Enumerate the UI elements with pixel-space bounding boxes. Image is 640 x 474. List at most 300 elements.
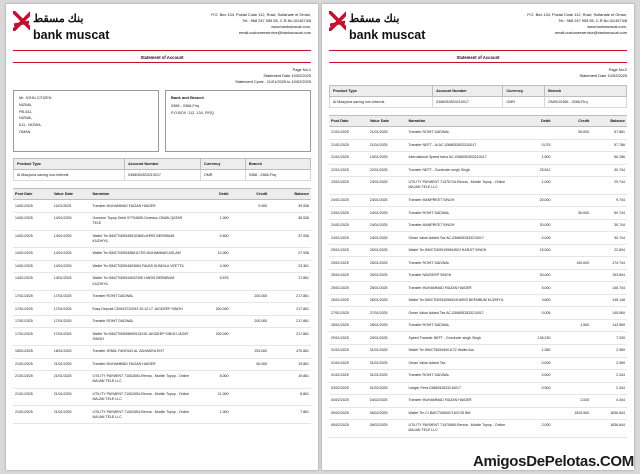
tx-post-date: 25/01/2025 (329, 257, 368, 270)
tx-credit: 1825.500 (552, 407, 591, 420)
tx-narration: Transfer ROHIT DADWAL (406, 207, 513, 220)
tx-value-date: 24/01/2025 (368, 207, 407, 220)
tx-post-date: 14/01/2025 (13, 212, 52, 230)
branch-code: 0368 - 0368-Firq (171, 104, 200, 109)
page2-statement-date: Statement Date 10/02/2025 (579, 72, 627, 78)
tx-value-date: 17/01/2025 (52, 303, 91, 316)
tx-post-date: 03/02/2025 (329, 382, 368, 395)
tx-credit: 200.000 (231, 315, 270, 328)
table-row (13, 200, 311, 213)
tx-post-date: 21/01/2025 (13, 406, 52, 424)
summary-currency-2: OMR (503, 97, 545, 108)
tx-debit: 0.005 (514, 357, 553, 370)
tx-debit (192, 200, 231, 213)
tx-debit: 15.000 (514, 244, 553, 257)
summary-col-product-2: Product Type (330, 86, 433, 97)
bank-address (163, 10, 311, 36)
page1-transactions-table (13, 188, 311, 424)
tx-debit: 0.600 (192, 230, 231, 248)
tx-value-date: 24/01/2025 (368, 194, 407, 207)
tx-credit (552, 357, 591, 370)
summary-col-account: Account Number (125, 159, 201, 170)
summary-account-number: 0368052833210017 (125, 170, 201, 181)
tx-post-date: 21/01/2025 (13, 358, 52, 371)
tx-credit (552, 177, 591, 195)
tx-balance: 56.286 (591, 152, 627, 165)
tx-value-date: 25/01/2025 (368, 244, 407, 257)
tx-credit (552, 139, 591, 152)
tx-credit: 50.000 (552, 127, 591, 140)
tx-narration: Transfer NEFT - Gurvinder singh Singh (406, 164, 513, 177)
tx-credit (231, 303, 270, 316)
tx-balance: 217.861 (269, 315, 311, 328)
tx-post-date: 31/01/2025 (329, 345, 368, 358)
tx-debit: 0.005 (514, 232, 553, 245)
tx-credit (552, 307, 591, 320)
summary-header-row (14, 159, 311, 170)
header-divider (13, 50, 311, 51)
tx-narration: Easy Deposit CDM13720293 20:12:17 JAGDEEP SINGH (90, 303, 191, 316)
tx-narration: Transfer ROHIT DADWAL (406, 127, 513, 140)
tx-debit: 0.075 (514, 139, 553, 152)
tx-post-date: 21/01/2025 (13, 371, 52, 389)
bank-name-english-2: bank muscat (349, 27, 426, 42)
tx-post-date: 24/01/2025 (329, 232, 368, 245)
tx-value-date: 21/01/2025 (52, 406, 91, 424)
page1-summary-table (13, 158, 311, 181)
tx-post-date: 14/01/2025 (13, 200, 52, 213)
tx-narration: Transfer ROHIT DADWAL (90, 315, 191, 328)
tx-post-date: 17/01/2025 (13, 303, 52, 316)
tx-col-narration: Narration (90, 189, 191, 200)
tx-debit (514, 319, 553, 332)
tx-narration: Oman Value Added Tax AC-0368052833210017 (406, 307, 513, 320)
tx-narration: International Speed trans AC-0368052833210017 (406, 152, 513, 165)
table-row (329, 357, 627, 370)
tx-narration: Transfer MUHAMMAD FAIZAN HAIDER (406, 395, 513, 408)
tx-credit (552, 370, 591, 383)
tx-credit (552, 282, 591, 295)
summary-col-account-2: Account Number (433, 86, 503, 97)
tx-value-date: 25/01/2025 (368, 282, 407, 295)
tx-debit (192, 290, 231, 303)
customer-address-box (13, 90, 159, 152)
summary-branch: 0368 - 0368-Firq (245, 170, 310, 181)
tx-balance: 2.969 (591, 345, 627, 358)
tx-post-date: 25/01/2025 (329, 244, 368, 257)
tx-balance: 1836.844 (591, 407, 627, 420)
tx-narration: Wallet Trn BMCT50549001172 Wallet Acc (406, 345, 513, 358)
branch-box-title: Bank and Branch (171, 95, 204, 101)
bank-address-2 (479, 10, 627, 36)
customer-addr-4: 611 - NIZWA, (19, 122, 42, 127)
tx-credit (231, 406, 270, 424)
tx-post-date: 04/02/2025 (329, 395, 368, 408)
tx-value-date: 31/01/2025 (368, 345, 407, 358)
tx-credit (552, 294, 591, 307)
tx-balance: 1836.844 (591, 420, 627, 438)
page1-document-title: Statement of Account (140, 54, 184, 60)
customer-addr-3: NIZWA, (19, 116, 33, 121)
page2-header (322, 4, 634, 48)
table-row (329, 232, 627, 245)
table-row (13, 273, 311, 291)
page1-transactions-body (13, 200, 311, 424)
table-row (329, 152, 627, 165)
tx-post-date: 14/01/2025 (13, 248, 52, 261)
tx-debit (192, 346, 231, 359)
tx-value-date: 14/01/2025 (52, 230, 91, 248)
tx-value-date: 18/01/2025 (52, 346, 91, 359)
tx-narration: UTILITY PAYMENT 71370744-Renna - Mobile Topup - Online MAJAN TELE LLC (406, 177, 513, 195)
tx-debit (514, 127, 553, 140)
tx-post-date: 25/01/2025 (329, 282, 368, 295)
watermark-suffix: .COM (596, 453, 634, 470)
tx-post-date: 24/01/2025 (329, 219, 368, 232)
tx-narration: Transfer NEFT - Al AC-0368052833210017 (406, 139, 513, 152)
table-row (329, 395, 627, 408)
table-row (329, 407, 627, 420)
tx-narration: Wallet Trn BMCT00594551036814HRIS BEEMBUM KUZHIYIL (90, 230, 191, 248)
branch-box (165, 90, 311, 152)
tx-narration: Transfer ROHIT DADWAL (406, 257, 513, 270)
tx-col-balance: Balance (269, 189, 311, 200)
tx-col-debit-2: Debit (514, 116, 553, 127)
table-row (13, 406, 311, 424)
bank-name-arabic: بنك مسقط (33, 13, 84, 25)
tx-value-date: 21/01/2025 (52, 371, 91, 389)
tx-header-row (13, 189, 311, 200)
tx-balance: 153.694 (591, 269, 627, 282)
tx-credit (231, 212, 270, 230)
bank-address-line-3: www.bankmuscat.com, (271, 24, 311, 30)
tx-value-date: 11/01/2025 (52, 200, 91, 213)
tx-post-date: 31/01/2025 (329, 370, 368, 383)
tx-col-value-date-2: Value Date (368, 116, 407, 127)
bank-muscat-logo-icon (329, 11, 346, 31)
bank-name-arabic-2: بنك مسقط (349, 13, 400, 25)
tx-debit: 0.005 (514, 307, 553, 320)
table-row (329, 370, 627, 383)
tx-value-date: 24/01/2025 (368, 219, 407, 232)
bank-address-2-line-1: P.O. Box 134, Postal Code 112, Ruwi, Sultanate of Oman, (527, 12, 627, 17)
tx-post-date: 25/01/2025 (329, 269, 368, 282)
tx-credit (231, 388, 270, 406)
summary-header-row-2 (330, 86, 627, 97)
tx-balance: 145.069 (591, 307, 627, 320)
page1-page-number: Page No:1 (292, 66, 311, 72)
tx-debit: 200.000 (192, 328, 231, 346)
tx-debit: 0.500 (514, 382, 553, 395)
statement-page-1 (6, 4, 318, 470)
tx-col-credit-2: Credit (552, 116, 591, 127)
tx-narration: Oman Value Added Tax (406, 357, 513, 370)
tx-post-date: 26/01/2025 (329, 294, 368, 307)
bank-address-2-line-2: Tel.: 968 247 955 55, C.R.No.3/14573/8 (558, 18, 627, 24)
tx-credit: 200.000 (231, 290, 270, 303)
tx-value-date: 23/01/2025 (368, 177, 407, 195)
tx-narration: Wallet Trn BMCT00594409233K HARIS BEEMBUM KUZHIYIL (90, 273, 191, 291)
tx-balance: 217.861 (269, 303, 311, 316)
tx-post-date: 31/01/2025 (329, 357, 368, 370)
tx-debit (514, 257, 553, 270)
tx-debit: 1.000 (192, 212, 231, 230)
tx-narration: Transfer MANPREET SINGH (406, 219, 513, 232)
tx-value-date: 24/01/2025 (368, 232, 407, 245)
table-row (13, 388, 311, 406)
tx-value-date: 17/01/2025 (52, 328, 91, 346)
table-row (13, 358, 311, 371)
tx-debit: 1.000 (514, 177, 553, 195)
tx-debit: 4.000 (192, 260, 231, 273)
table-row (329, 219, 627, 232)
tx-value-date: 31/01/2025 (368, 357, 407, 370)
tx-debit: 11.000 (192, 388, 231, 406)
customer-addr-1: NIZWA, (19, 102, 33, 107)
tx-value-date: 25/01/2025 (368, 269, 407, 282)
tx-narration: Ledger Fees 0368052833210017 (406, 382, 513, 395)
tx-narration: Transfer ROHIT DADWAL (90, 290, 191, 303)
table-row (13, 315, 311, 328)
table-row (13, 346, 311, 359)
tx-value-date: 28/01/2025 (368, 319, 407, 332)
page1-meta (13, 67, 311, 86)
tx-credit (552, 152, 591, 165)
address-boxes (13, 90, 311, 152)
tx-credit (552, 244, 591, 257)
tx-narration: Wallet Trn BMCT00591996945GI HARJIT SINGH (406, 244, 513, 257)
tx-balance: 27.936 (269, 248, 311, 261)
tx-post-date: 18/01/2025 (13, 346, 52, 359)
tx-narration: Transfer MUHAMMAD FAIZAN HAIDER (90, 200, 191, 213)
tx-balance: 19.861 (269, 371, 311, 389)
tx-post-date: 14/01/2025 (13, 273, 52, 291)
page1-header (6, 4, 318, 48)
tx-credit (231, 328, 270, 346)
tx-value-date: 19/01/2025 (368, 152, 407, 165)
tx-post-date: 22/01/2025 (329, 164, 368, 177)
header-divider-2 (329, 50, 627, 51)
tx-credit (231, 371, 270, 389)
tx-debit: 5.575 (192, 273, 231, 291)
summary-product-type-2: Al Mazyona saving non-interest (330, 97, 433, 108)
tx-value-date: 14/01/2025 (52, 260, 91, 273)
table-row (329, 307, 627, 320)
tx-credit (552, 232, 591, 245)
tx-credit: 50.000 (552, 207, 591, 220)
tx-col-debit: Debit (192, 189, 231, 200)
tx-narration: Transfer NAVDEEP SINGH (406, 269, 513, 282)
page2-transactions-body (329, 127, 627, 438)
table-row (329, 177, 627, 195)
tx-value-date: 31/01/2025 (368, 370, 407, 383)
tx-credit (552, 420, 591, 438)
tx-balance: 30.744 (591, 164, 627, 177)
tx-credit: 150.000 (552, 257, 591, 270)
summary-col-product: Product Type (14, 159, 125, 170)
tx-credit (552, 219, 591, 232)
tx-debit: 1.000 (192, 406, 231, 424)
tx-balance: 217.861 (269, 328, 311, 346)
table-row (329, 345, 627, 358)
tx-value-date: 05/02/2025 (368, 420, 407, 438)
tx-narration: Ooredoo Topup Debit 97754659-Ooredoo OMAN QATAR TELE (90, 212, 191, 230)
tx-value-date: 29/01/2025 (368, 332, 407, 345)
summary-branch-2: OM0010366 - 0366-Firq (545, 97, 627, 108)
bank-name-english: bank muscat (33, 27, 110, 42)
tx-narration: Transfer JEBAL FAHOUD AL ZAHABIYA ENT (90, 346, 191, 359)
tx-balance: 7.861 (269, 406, 311, 424)
tx-narration: Wallet Trn BMCT00598699913245 JAGDEEP SINGH JAGIR SINGH (90, 328, 191, 346)
tx-narration: Wallet Trn BMCT00934056524HARIS BEEMBUM KUZHIYIL (406, 294, 513, 307)
tx-balance: 22.694 (591, 244, 627, 257)
page1-statement-cycle: Statement Cycle : 11/01/2025 to 10/02/2025 (235, 79, 311, 85)
tx-balance: 38.536 (269, 212, 311, 230)
tx-credit (552, 382, 591, 395)
tx-value-date: 21/01/2025 (52, 358, 91, 371)
tx-debit: 2.000 (514, 420, 553, 438)
tx-post-date: 05/02/2025 (329, 420, 368, 438)
bank-muscat-logo-icon (13, 11, 30, 31)
tx-value-date: 17/01/2025 (52, 290, 91, 303)
tx-col-value-date: Value Date (52, 189, 91, 200)
tx-credit (552, 332, 591, 345)
tx-credit (552, 269, 591, 282)
page2-meta (329, 67, 627, 80)
tx-debit: 5.000 (514, 282, 553, 295)
tx-credit: 1.500 (552, 319, 591, 332)
tx-narration: UTILITY PAYMENT 71002654-Renna - Mobile Topup - Online MAJAN TELE LLC (90, 388, 191, 406)
tx-debit: 30.000 (514, 269, 553, 282)
customer-country: OMAN (19, 129, 31, 134)
tx-value-date: 27/01/2025 (368, 307, 407, 320)
tx-post-date: 17/01/2025 (13, 290, 52, 303)
tx-credit (552, 194, 591, 207)
tx-header-row-2 (329, 116, 627, 127)
tx-credit (231, 260, 270, 273)
tx-debit: 8.000 (192, 371, 231, 389)
tx-balance: 29.744 (591, 177, 627, 195)
tx-balance: 57.861 (591, 127, 627, 140)
tx-debit: 0.500 (514, 370, 553, 383)
tx-balance: 59.744 (591, 207, 627, 220)
tx-debit (514, 207, 553, 220)
table-row (13, 212, 311, 230)
tx-balance: 4.344 (591, 395, 627, 408)
tx-post-date: 17/01/2025 (13, 315, 52, 328)
tx-balance: 30.744 (591, 219, 627, 232)
tx-balance: 2.344 (591, 382, 627, 395)
summary-row-2 (330, 97, 627, 108)
tx-post-date: 17/01/2025 (13, 328, 52, 346)
tx-balance: 174.744 (591, 257, 627, 270)
summary-col-branch-2: Branch (545, 86, 627, 97)
tx-narration: Transfer MUHAMMAD FAIZAN HAIDER (90, 358, 191, 371)
tx-narration: Wallet Trn BMCT00594588117SS MUHAMMAD ASLAM (90, 248, 191, 261)
tx-credit (231, 273, 270, 291)
tx-value-date: 04/02/2025 (368, 395, 407, 408)
tx-post-date: 14/01/2025 (13, 230, 52, 248)
branch-po-box: P.O.BOX :112, 134, FIRQ (171, 110, 214, 115)
tx-value-date: 21/01/2025 (368, 139, 407, 152)
tx-narration: Wallet Trn Cr BMCT00600716374S BM (406, 407, 513, 420)
page2-transactions-table (329, 115, 627, 438)
table-row (329, 294, 627, 307)
tx-balance: 217.861 (269, 290, 311, 303)
table-row (329, 139, 627, 152)
tx-debit (514, 395, 553, 408)
tx-balance: 23.361 (269, 260, 311, 273)
tx-debit: 20.000 (514, 194, 553, 207)
tx-credit: 9.000 (231, 200, 270, 213)
tx-narration: Wallet Trn BMCT00594693684 FAVAS KUNDILA VEETTIL (90, 260, 191, 273)
tx-balance: 30.744 (591, 232, 627, 245)
tx-post-date: 23/01/2025 (329, 177, 368, 195)
table-row (329, 207, 627, 220)
tx-balance: 2.969 (591, 357, 627, 370)
customer-addr-2: PB-611, (19, 109, 33, 114)
table-row (329, 164, 627, 177)
summary-col-branch: Branch (245, 159, 310, 170)
tx-col-narration-2: Narration (406, 116, 513, 127)
tx-post-date: 14/01/2025 (13, 260, 52, 273)
tx-narration: UTILITY PAYMENT 71470869-Renna - Mobile Topup - Online MAJAN TELE LLC (406, 420, 513, 438)
page2-summary-table (329, 85, 627, 108)
tx-balance: 57.786 (591, 139, 627, 152)
tx-narration: Transfer MUHAMMAD FAIZAN HAIDER (406, 282, 513, 295)
tx-balance: 470.861 (269, 346, 311, 359)
table-row (329, 282, 627, 295)
tx-balance: 2.344 (591, 370, 627, 383)
summary-row (14, 170, 311, 181)
page2-document-title: Statement of Account (456, 54, 500, 60)
table-row (13, 260, 311, 273)
table-row (13, 328, 311, 346)
bank-address-2-line-4: email:customerservice@bankmuscat.com (554, 30, 627, 36)
table-row (329, 319, 627, 332)
tx-col-balance-2: Balance (591, 116, 627, 127)
tx-narration: Transfer ROHIT DADWAL (406, 319, 513, 332)
tx-narration: UTILITY PAYMENT 71002654-Renna - Mobile Topup - Online MAJAN TELE LLC (90, 371, 191, 389)
tx-balance: 19.861 (269, 358, 311, 371)
summary-col-currency: Currency (200, 159, 245, 170)
tx-debit: 1.500 (514, 152, 553, 165)
tx-debit: 200.000 (192, 303, 231, 316)
tx-post-date: 24/01/2025 (329, 194, 368, 207)
tx-balance: 8.861 (269, 388, 311, 406)
table-row (329, 269, 627, 282)
tx-value-date: 21/01/2025 (52, 388, 91, 406)
tx-credit (552, 164, 591, 177)
tx-debit (514, 407, 553, 420)
table-row (13, 303, 311, 316)
table-row (329, 332, 627, 345)
bank-brand (13, 10, 163, 44)
tx-credit: 253.000 (231, 346, 270, 359)
tx-value-date: 21/01/2025 (368, 127, 407, 140)
tx-debit: 25.542 (514, 164, 553, 177)
tx-balance: 39.536 (269, 200, 311, 213)
tx-col-post-date-2: Post Date (329, 116, 368, 127)
table-row (13, 248, 311, 261)
statement-page-2 (322, 4, 634, 470)
summary-product-type: Al Mazyona saving non-interest (14, 170, 125, 181)
tx-credit (231, 248, 270, 261)
tx-debit: 10.000 (192, 248, 231, 261)
summary-currency: OMR (200, 170, 245, 181)
tx-post-date: 21/01/2025 (13, 388, 52, 406)
tx-balance: 9.744 (591, 194, 627, 207)
